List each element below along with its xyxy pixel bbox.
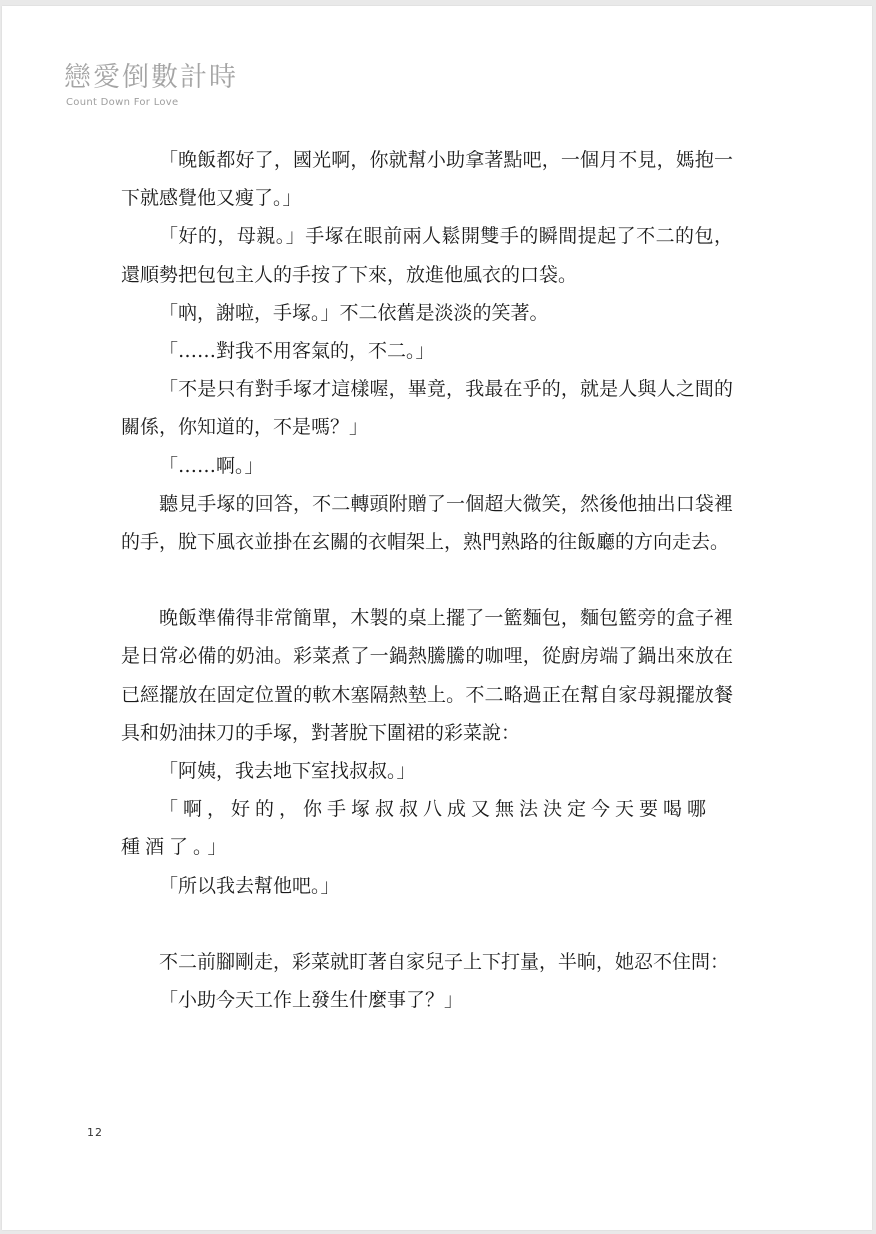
paragraph: 「小助今天工作上發生什麼事了？」 bbox=[159, 989, 464, 1012]
paragraph: 「阿姨，我去地下室找叔叔。」 bbox=[159, 760, 416, 783]
book-page bbox=[2, 6, 872, 1230]
section-break bbox=[121, 905, 733, 943]
paragraph: 聽見手塚的回答，不二轉頭附贈了一個超大微笑，然後他抽出口袋裡的手，脫下風衣並掛在玄關的衣帽架上，熟門熟路的往飯廳的方向走去。 bbox=[121, 492, 733, 554]
section-break bbox=[121, 561, 733, 599]
body-text bbox=[121, 141, 733, 1019]
paragraph: 「不是只有對手塚才這樣喔，畢竟，我最在乎的，就是人與人之間的關係，你知道的，不是嗎？」 bbox=[121, 378, 733, 439]
paragraph: 「所以我去幫他吧。」 bbox=[159, 874, 340, 897]
running-header-subtitle: Count Down For Love bbox=[66, 97, 179, 108]
paragraph: 不二前腳剛走，彩菜就盯著自家兒子上下打量，半晌，她忍不住問： bbox=[159, 950, 730, 973]
running-header-title: 戀愛倒數計時 bbox=[64, 62, 238, 93]
paragraph: 晚飯準備得非常簡單，木製的桌上擺了一籃麵包，麵包籃旁的盒子裡是日常必備的奶油。彩菜煮了一鍋熱騰騰的咖哩，從廚房端了鍋出來放在已經擺放在固定位置的軟木塞隔熱墊上。不二略過正在幫自家母親擺放餐具和奶油抹刀的手塚，對著脫下圍裙的彩菜說： bbox=[121, 607, 733, 744]
paragraph: 「晚飯都好了，國光啊，你就幫小助拿著點吧，一個月不見，媽抱一下就感覺他又瘦了。」 bbox=[121, 149, 733, 210]
paragraph: 「啊，好的，你手塚叔叔八成又無法決定今天要喝哪種酒了。」 bbox=[121, 798, 712, 859]
paragraph: 「……對我不用客氣的，不二。」 bbox=[159, 340, 435, 363]
page-number: 12 bbox=[87, 1126, 103, 1139]
paragraph: 「吶，謝啦，手塚。」不二依舊是淡淡的笑著。 bbox=[159, 301, 549, 324]
paragraph: 「好的，母親。」手塚在眼前兩人鬆開雙手的瞬間提起了不二的包，還順勢把包包主人的手按了下來，放進他風衣的口袋。 bbox=[121, 225, 733, 286]
paragraph: 「……啊。」 bbox=[159, 454, 264, 477]
